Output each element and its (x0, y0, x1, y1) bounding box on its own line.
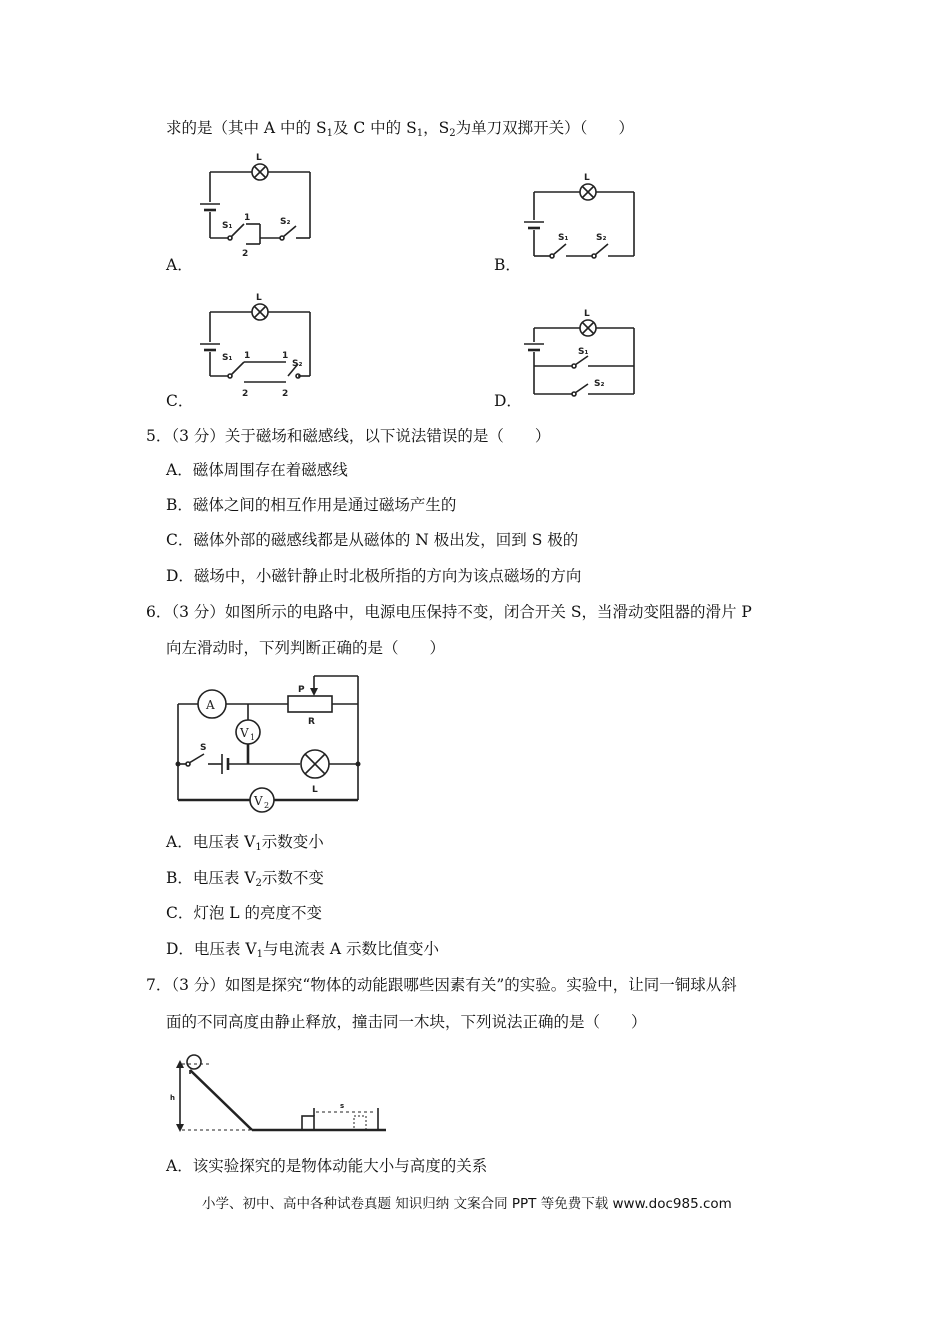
switch-label: S₁ (578, 347, 589, 357)
subscript: 1 (255, 842, 262, 853)
q5-stem: 5．（3 分）关于磁场和磁感线，以下说法错误的是（ ） (146, 427, 551, 445)
rheostat-label: R (308, 717, 315, 727)
q4-option-a: A． (166, 256, 193, 274)
lamp-label: L (584, 173, 590, 183)
subscript: 2 (255, 878, 262, 889)
subscript: 1 (256, 949, 263, 960)
position-label: 2 (242, 389, 249, 399)
q7-stem-line2: 面的不同高度由静止释放，撞击同一木块，下列说法正确的是（ ） (166, 1013, 647, 1031)
q6-option-d (166, 939, 439, 965)
q7-stem-line1: 7．（3 分）如图是探究“物体的动能跟哪些因素有关”的实验。实验中，让同一铜球从斜 (146, 976, 737, 994)
incline-experiment-diagram (170, 1050, 390, 1140)
q6-option-a (166, 832, 324, 858)
q6-option-c: C．灯泡 L 的亮度不变 (166, 904, 323, 922)
switch-label: S₁ (222, 221, 233, 231)
distance-label: s (340, 1102, 345, 1110)
q4-intro-part: 求的是（其中 A 中的 S (166, 119, 327, 137)
voltmeter-1-subscript: 1 (250, 733, 256, 742)
voltmeter-2-label: V (254, 794, 263, 808)
circuit-diagram-c (198, 288, 318, 406)
subscript: 2 (449, 128, 456, 139)
option-text: 示数不变 (261, 869, 324, 887)
q5-option-c: C．磁体外部的磁感线都是从磁体的 N 极出发，回到 S 极的 (166, 531, 579, 549)
q6-option-b (166, 868, 324, 894)
subscript: 1 (416, 128, 424, 139)
height-label: h (170, 1094, 175, 1102)
q5-option-b: B．磁体之间的相互作用是通过磁场产生的 (166, 496, 457, 514)
position-label: 2 (242, 249, 249, 259)
option-text: 示数变小 (261, 833, 324, 851)
slider-label: P (298, 685, 305, 695)
circuit-diagram-b (522, 172, 642, 262)
position-label: 2 (282, 389, 289, 399)
q5-option-a: A．磁体周围存在着磁感线 (166, 461, 348, 479)
q4-option-d: D． (494, 392, 522, 410)
switch-label: S (200, 743, 207, 753)
q7-option-a: A．该实验探究的是物体动能大小与高度的关系 (166, 1157, 488, 1175)
q4-intro-part: 为单刀双掷开关）（ ） (455, 119, 634, 137)
circuit-diagram-d (522, 306, 642, 398)
q4-option-c: C． (166, 392, 194, 410)
q6-stem-line2: 向左滑动时，下列判断正确的是（ ） (166, 639, 446, 657)
footer-site-link[interactable]: www.doc985.com (612, 1196, 732, 1212)
switch-label: S₂ (594, 379, 605, 389)
subscript: 1 (326, 128, 333, 139)
ammeter-label: A (206, 698, 215, 712)
option-text: D．电压表 V (166, 940, 257, 958)
voltmeter-1-label: V (240, 726, 249, 740)
position-label: 1 (244, 213, 251, 223)
position-label: 1 (244, 351, 251, 361)
switch-label: S₁ (222, 353, 233, 363)
page-footer (202, 1192, 732, 1212)
q4-intro-part: 及 C 中的 S (332, 119, 417, 137)
footer-text: 小学、初中、高中各种试卷真题 知识归纳 文案合同 PPT 等免费下载 (202, 1196, 609, 1212)
lamp-label: L (256, 293, 262, 303)
switch-label: S₂ (596, 233, 607, 243)
q4-intro-part: ，S (423, 119, 450, 137)
switch-label: S₂ (280, 217, 291, 227)
circuit-diagram-a (198, 148, 318, 268)
q4-intro (166, 118, 634, 144)
option-text: A．电压表 V (166, 833, 256, 851)
lamp-label: L (584, 309, 590, 319)
switch-label: S₁ (558, 233, 569, 243)
option-text: B．电压表 V (166, 869, 256, 887)
lamp-label: L (312, 785, 318, 795)
q5-option-d: D．磁场中，小磁针静止时北极所指的方向为该点磁场的方向 (166, 567, 582, 585)
q4-option-b: B． (494, 256, 521, 274)
circuit-diagram-q6 (170, 672, 370, 812)
switch-label: S₂ (292, 359, 303, 369)
q6-stem-line1: 6．（3 分）如图所示的电路中，电源电压保持不变，闭合开关 S，当滑动变阻器的滑片 P (146, 603, 752, 621)
lamp-label: L (256, 153, 262, 163)
position-label: 1 (282, 351, 289, 361)
option-text: 与电流表 A 示数比值变小 (262, 940, 439, 958)
voltmeter-2-subscript: 2 (264, 801, 270, 810)
